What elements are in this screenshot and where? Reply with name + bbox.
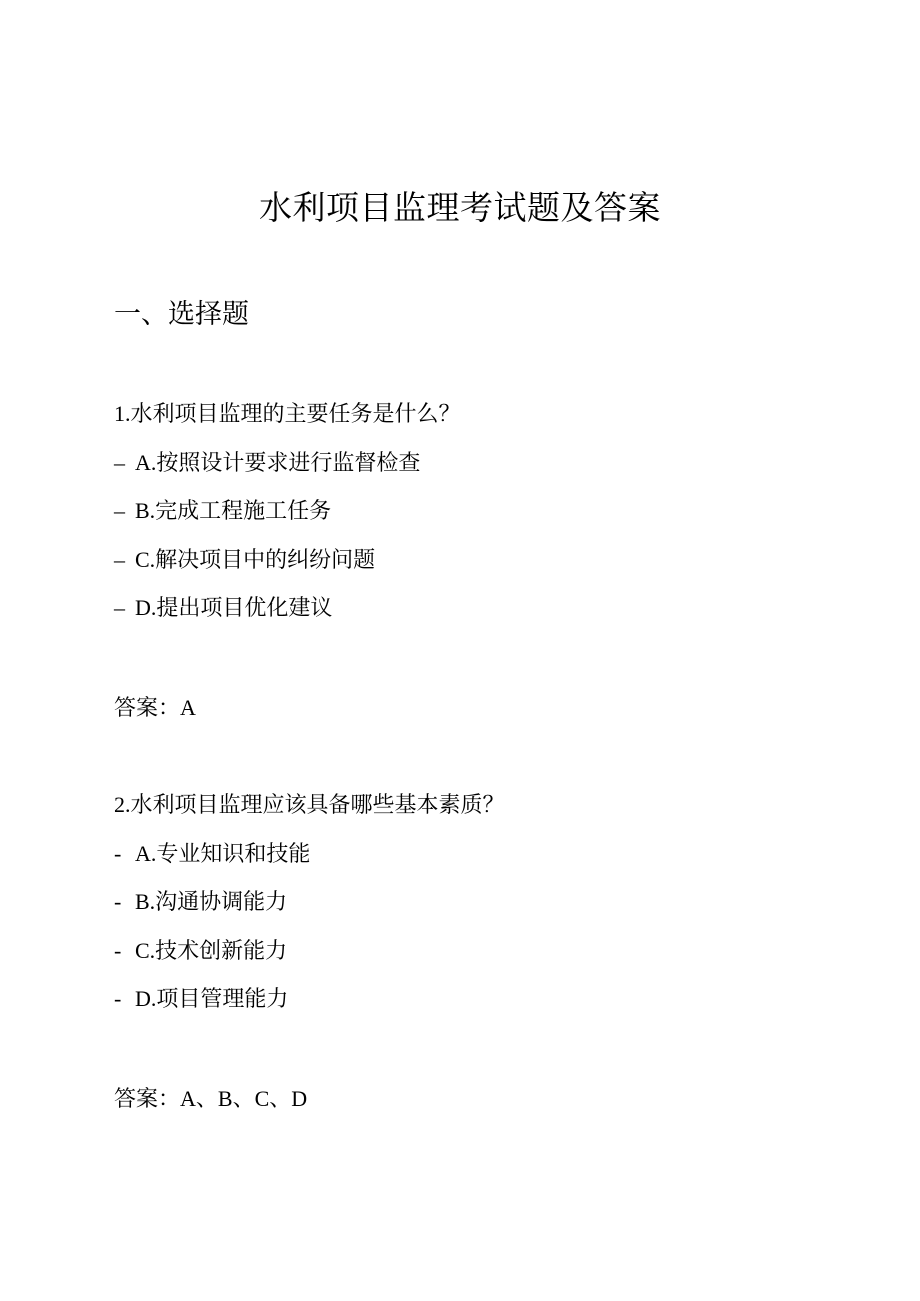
answer-value: A、B、C、D [180, 1086, 308, 1111]
answer-1 [114, 691, 196, 725]
answer-2 [114, 1082, 307, 1116]
option-dash: - [114, 889, 122, 914]
option-b [114, 494, 834, 528]
section-heading: 一、选择题 [114, 299, 249, 330]
question-text: 1.水利项目监理的主要任务是什么？ [114, 401, 461, 426]
option-text: C.技术创新能力 [135, 937, 288, 963]
answer-label: 答案： [114, 695, 181, 720]
question-text: 2.水利项目监理应该具备哪些基本素质？ [114, 792, 505, 817]
option-dash: – [114, 546, 125, 572]
question-2 [114, 788, 834, 1031]
option-a [114, 446, 834, 480]
option-text: B.沟通协调能力 [135, 889, 288, 914]
option-text: A.按照设计要求进行监督检查 [135, 449, 421, 475]
option-dash: – [114, 595, 125, 620]
option-d [114, 591, 834, 625]
answer-value: A [180, 695, 196, 720]
option-dash: - [114, 840, 122, 866]
option-b [114, 885, 834, 919]
answer-label: 答案： [114, 1086, 181, 1111]
option-dash: - [114, 986, 122, 1011]
option-c [114, 934, 834, 968]
option-text: D.项目管理能力 [135, 986, 289, 1011]
option-dash: – [114, 498, 125, 523]
option-dash: – [114, 449, 125, 475]
option-c [114, 543, 834, 577]
option-a [114, 837, 834, 871]
option-text: C.解决项目中的纠纷问题 [135, 546, 376, 572]
question-1 [114, 397, 834, 640]
option-text: D.提出项目优化建议 [135, 595, 333, 620]
option-dash: - [114, 937, 122, 963]
option-text: B.完成工程施工任务 [135, 498, 332, 523]
document-title: 水利项目监理考试题及答案 [259, 188, 661, 227]
option-text: A.专业知识和技能 [135, 840, 311, 866]
option-d [114, 982, 834, 1016]
